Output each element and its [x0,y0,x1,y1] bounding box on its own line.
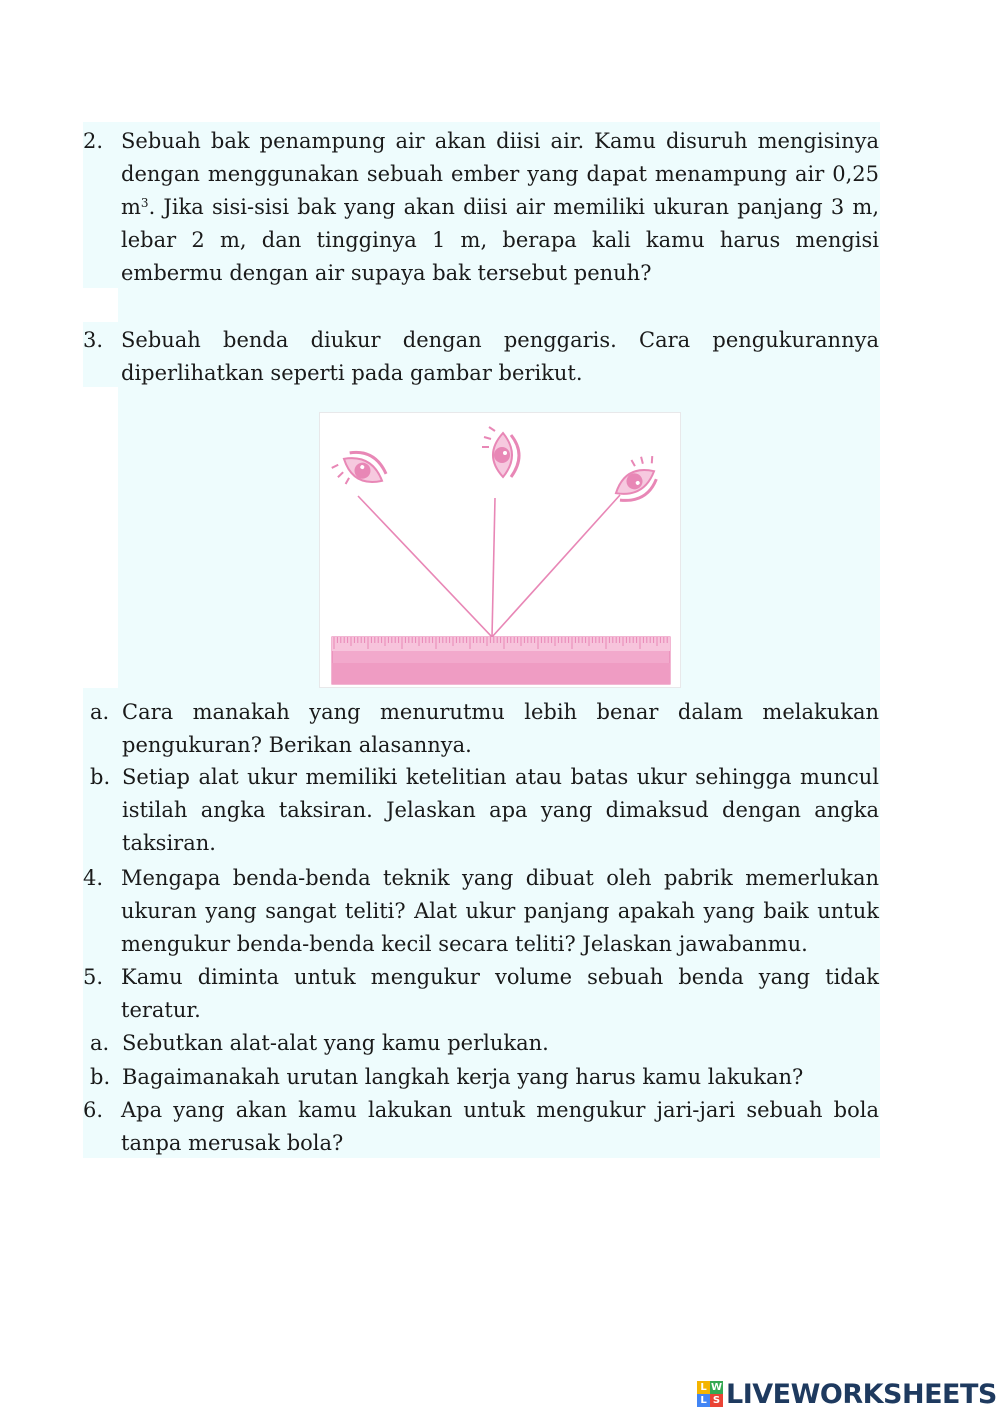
question-text: Apa yang akan kamu lakukan untuk mengukur jari-jari sebuah bola tanpa merusak bola? [121,1098,879,1155]
logo-text: LIVEWORKSHEETS [726,1378,997,1410]
sub-question-text: Setiap alat ukur memiliki ketelitian atau batas ukur sehingga muncul istilah angka taksiran. Jelaskan apa yang dimaksud dengan angka taksiran. [122,765,879,855]
eye-icon-center [482,427,519,477]
question-number: 6. [83,1098,104,1122]
sub-question-text: Cara manakah yang menurutmu lebih benar dalam melakukan pengukuran? Berikan alasannya. [122,700,879,757]
ruler-reading-figure [319,412,681,688]
question-text: Kamu diminta untuk mengukur volume sebuah benda yang tidak teratur. [121,965,879,1022]
eyes-viewing-ruler-illustration [320,413,680,687]
eye-icon-right [605,450,667,507]
liveworksheets-logo[interactable] [697,1376,997,1412]
sub-question-label: b. [90,765,111,789]
sight-line-left [358,496,492,637]
question-number: 2. [83,129,104,153]
logo-letter: L [697,1381,710,1394]
eye-icon-left [328,442,390,499]
question-3-part-a [90,696,879,762]
superscript: 3 [140,196,149,210]
question-6 [83,1094,879,1160]
question-4 [83,862,879,961]
question-5 [83,961,879,1027]
question-2 [83,125,879,290]
question-5-part-a [90,1027,879,1060]
logo-mark-icon [697,1381,723,1407]
logo-letter: S [710,1394,723,1407]
sub-question-text: Sebutkan alat-alat yang kamu perlukan. [122,1031,549,1055]
question-number: 3. [83,328,104,352]
question-3-part-b [90,761,879,860]
logo-letter: W [710,1382,723,1393]
question-3 [83,324,879,390]
logo-letter: L [697,1394,710,1407]
question-5-part-b [90,1061,879,1094]
sight-line-center [492,498,495,637]
question-text: Sebuah benda diukur dengan penggaris. Cara pengukurannya diperlihatkan seperti pada gambar berikut. [121,328,879,385]
sub-question-label: a. [90,1031,110,1055]
question-text: Mengapa benda-benda teknik yang dibuat oleh pabrik memerlukan ukuran yang sangat teliti? Alat ukur panjang apakah yang baik untuk mengukur benda-benda kecil secara teliti? Jelaskan jawabanmu. [121,866,879,956]
question-number: 5. [83,965,104,989]
sub-question-label: a. [90,700,110,724]
question-text: Sebuah bak penampung air akan diisi air. Kamu disuruh mengisinya dengan menggunakan sebuah ember yang dapat menampung air 0,25 $m^3$. Jika sisi-sisi bak yang akan diisi air memiliki ukuran panjang 3 m, lebar 2 m, dan tingginya 1 m, berapa kali kamu harus mengisi embermu dengan air supaya bak tersebut penuh? [121,129,879,285]
sight-line-right [492,495,620,637]
question-number: 4. [83,866,104,890]
sub-question-text: Bagaimanakah urutan langkah kerja yang harus kamu lakukan? [122,1065,804,1089]
sub-question-label: b. [90,1065,111,1089]
ruler-icon [332,637,670,684]
